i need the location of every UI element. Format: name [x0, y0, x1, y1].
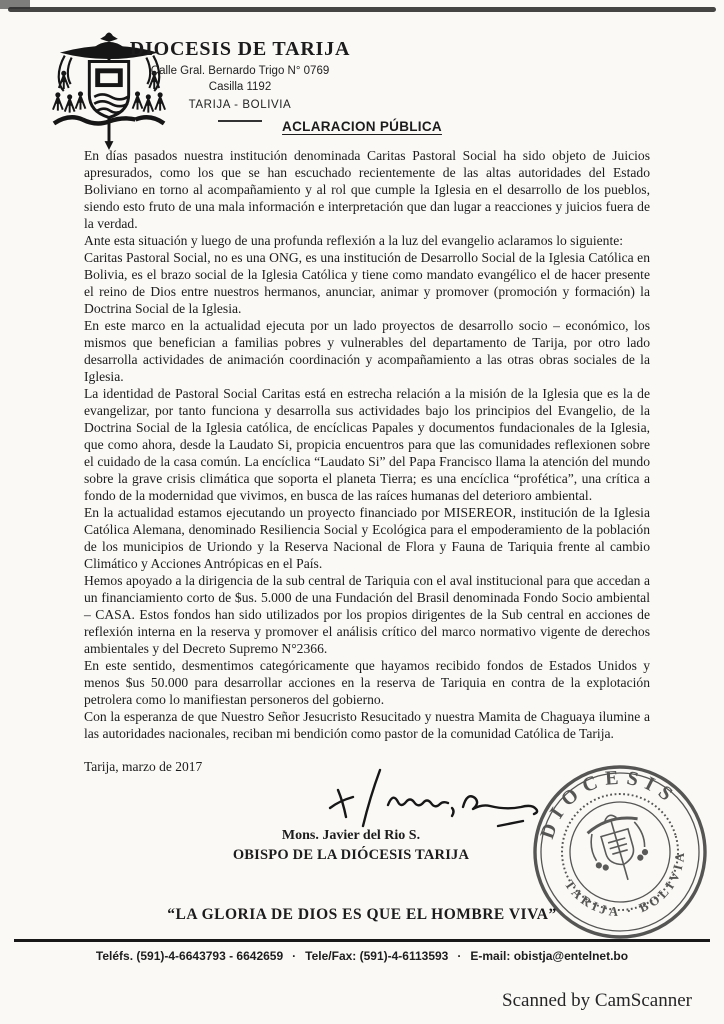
signature-block	[195, 828, 507, 864]
paragraph: En este marco en la actualidad ejecuta por un lado proyectos de desarrollo socio – económico, los mismos que benefician a familias pobres y vulnerables del departamento de Tarija, por otro lado desarrolla actividades de animación coordinación y acompañamiento a las otras obras sociales de la Iglesia.	[84, 318, 650, 384]
paragraph: En este sentido, desmentimos categóricamente que hayamos recibido fondos de Estados Unidos y menos $us 50.000 para desarrollar acciones en la reserva de Tariquia en contra de la explotación petrolera como lo manifiestan personeros del gobierno.	[84, 658, 650, 707]
footer-rule	[14, 939, 710, 942]
date-line: Tarija, marzo de 2017	[84, 759, 203, 774]
svg-text:DIOCESIS	[524, 749, 686, 847]
document-title: ACLARACION PÚBLICA	[282, 119, 442, 134]
signatory-name: Mons. Javier del Rio S.	[281, 828, 421, 843]
footer-phones: Teléfs. (591)-4-6643793 - 6642659	[95, 949, 284, 963]
footer-contact	[0, 949, 724, 963]
footer-separator: ·	[457, 949, 462, 963]
footer-separator: ·	[292, 949, 297, 963]
address-street: Calle Gral. Bernardo Trigo N° 0769	[150, 65, 330, 77]
paragraph: Caritas Pastoral Social, no es una ONG, es una institución de Desarrollo Social de la Iglesia Católica en Bolivia, es el brazo social de la Iglesia Católica y tiene como mandato evangélico el de hacer presente el reino de Dios entre nuestros hermanos, anunciar, animar y promover (promoción y formación) la Doctrina Social de la Iglesia.	[84, 250, 650, 316]
paragraph: Con la esperanza de que Nuestro Señor Jesucristo Resucitado y nuestra Mamita de Chaguaya ilumine a las autoridades nacionales, reciban mi bendición como pastor de la comunidad Católica de Tarija.	[84, 709, 650, 741]
org-name: DIOCESIS DE TARIJA	[129, 38, 351, 60]
scan-artifact-top-edge	[8, 7, 716, 12]
motto: “LA GLORIA DE DIOS ES QUE EL HOMBRE VIVA”	[167, 906, 557, 923]
letter-body	[84, 147, 650, 742]
address-po-box: Casilla 1192	[208, 81, 272, 93]
footer-telefax: Tele/Fax: (591)-4-6113593	[305, 949, 449, 963]
paragraph: Ante esta situación y luego de una profunda reflexión a la luz del evangelio aclaramos lo siguiente:	[84, 233, 624, 248]
paragraph: En días pasados nuestra institución denominada Caritas Pastoral Social ha sido objeto de Juicios apresurados, como los que se han escuchado recientemente de las altas autoridades del Estado Boliviano en torno al acompañamiento y al rol que cumple la Iglesia en el desarrollo de los pueblos, siendo esto fruto de una mala información e interpretación que dan lugar a reacciones y juicios fuera de la verdad.	[84, 148, 650, 231]
seal-top-text: DIOCESIS	[536, 766, 682, 842]
camscanner-watermark: Scanned by CamScanner	[502, 990, 692, 1011]
letterhead	[126, 38, 354, 122]
footer-email: E-mail: obistja@entelnet.bo	[470, 949, 629, 963]
paragraph: En la actualidad estamos ejecutando un proyecto financiado por MISEREOR, institución de la Iglesia Católica Alemana, denominado Resiliencia Social y Ecológica para el empoderamiento de la población de los municipios de Uriondo y la Reserva Nacional de Flora y Fauna de Tariquia frente al cambio Climático y Acciones Antrópicas en el País.	[84, 505, 650, 571]
signatory-title: OBISPO DE LA DIÓCESIS TARIJA	[232, 847, 470, 863]
paragraph: La identidad de Pastoral Social Caritas está en estrecha relación a la misión de la Iglesia que es la de evangelizar, por tanto funciona y desarrolla sus actividades bajo los principios del Evangelio, de la Doctrina Social de la Iglesia católica, de encíclicas Papales y documentos fundacionales de la Iglesia, que como ahora, desde la Laudato Si, propicia encuentros para que las comunidades reflexionen sobre el cuidado de la casa común. La encíclica “Laudato Si” del Papa Francisco llama la atención del mundo sobre la grave crisis climática que soporta el planeta Tierra; es una encíclica “profética”, una crítica a fondo de la modernidad que vivimos, en busca de las raíces humanas del deterioro ambiental.	[84, 386, 650, 503]
address-city: TARIJA - BOLIVIA	[188, 99, 292, 111]
paragraph: Hemos apoyado a la dirigencia de la sub central de Tariquia con el aval institucional para que accedan a un financiamiento corto de $us. 5.000 de una Fundación del Brasil denominada Fondo Socio ambiental – CASA. Estos fondos han sido utilizados por los propios dirigentes de la Sub central en acciones de reflexión interna en la reserva y promover el análisis crítico del marco normativo vigente de derechos ambientales y del Decreto Supremo N°2366.	[84, 573, 650, 656]
seal-bottom-text: TARIJA · BOLIVIA	[561, 848, 688, 920]
seal-emblem	[584, 808, 653, 887]
